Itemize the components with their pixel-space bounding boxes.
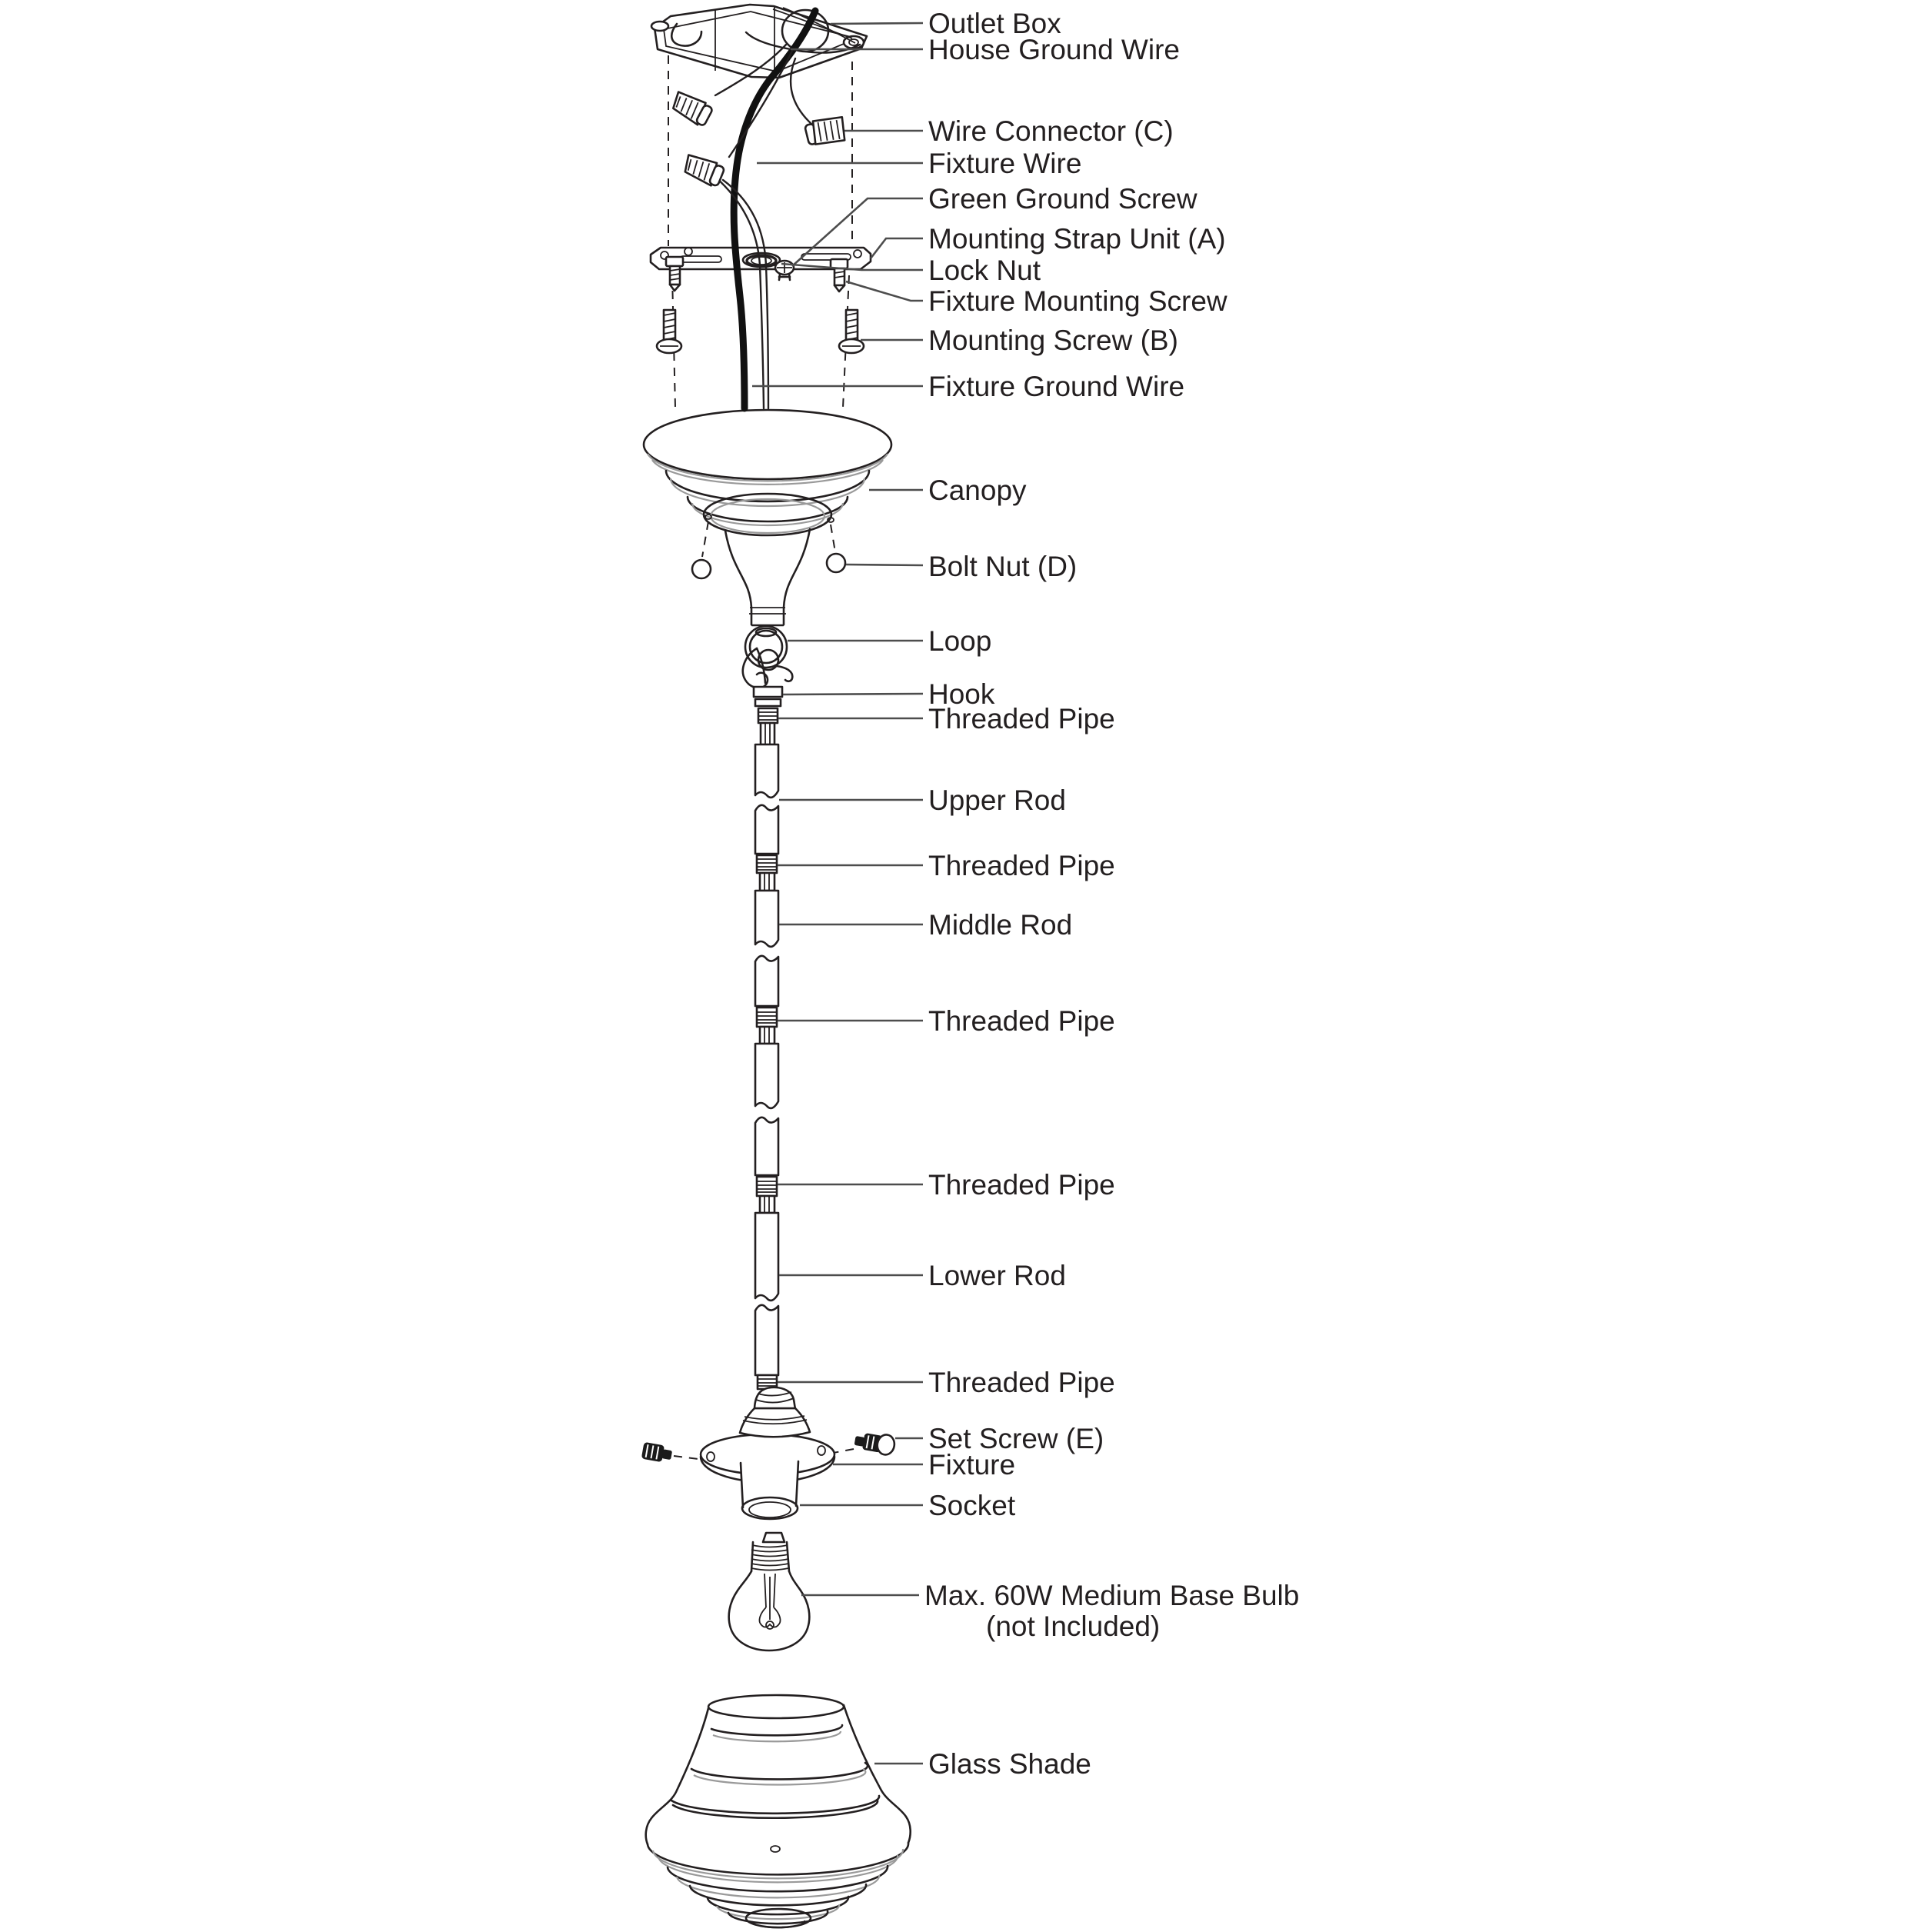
- wire-connector-b: [681, 152, 726, 188]
- rod-segment: [755, 1044, 778, 1175]
- leader-outlet-box: [831, 23, 923, 24]
- label-set-screw-e: Set Screw (E): [928, 1423, 1104, 1454]
- label-glass-shade: Glass Shade: [928, 1748, 1091, 1780]
- threaded-pipe-3: [757, 1008, 777, 1044]
- label-loop: Loop: [928, 625, 992, 657]
- label-mounting-strap-unit-a: Mounting Strap Unit (A): [928, 223, 1226, 255]
- shade-thumb-hole: [771, 1846, 780, 1852]
- leader-hook: [783, 694, 923, 695]
- set-screw-left: [641, 1442, 672, 1463]
- bulb-filament: [759, 1574, 780, 1629]
- label-fixture-wire: Fixture Wire: [928, 148, 1082, 179]
- leader-fixture-mounting-screw: [846, 281, 923, 301]
- bulb-tip: [763, 1533, 784, 1542]
- canopy: [644, 410, 891, 625]
- label-middle-rod: Middle Rod: [928, 909, 1073, 941]
- label-not-included: (not Included): [986, 1611, 1161, 1642]
- mounting-screw-b-right: [839, 310, 864, 353]
- label-outlet-box: Outlet Box: [928, 8, 1061, 39]
- upper-rod: [755, 744, 778, 854]
- label-wire-connector-c: Wire Connector (C): [928, 115, 1174, 147]
- lower-rod: [755, 1213, 778, 1375]
- fixture: [701, 1387, 834, 1519]
- label-fixture-mounting-screw: Fixture Mounting Screw: [928, 285, 1227, 317]
- label-threaded-pipe-5: Threaded Pipe: [928, 1367, 1115, 1398]
- fixture-mounting-screw-right: [831, 259, 848, 291]
- label-threaded-pipe-1: Threaded Pipe: [928, 703, 1115, 734]
- middle-rod: [755, 891, 778, 1006]
- label-fixture: Fixture: [928, 1449, 1016, 1481]
- glass-shade: [646, 1695, 911, 1928]
- fixture-mounting-screw-left: [666, 257, 683, 291]
- bolt-nut-right: [827, 554, 845, 572]
- label-max-bulb: Max. 60W Medium Base Bulb: [924, 1580, 1300, 1611]
- wire-connector-c: [804, 114, 848, 148]
- label-canopy: Canopy: [928, 475, 1027, 506]
- loop: [745, 626, 792, 681]
- mounting-screw-b-left: [657, 310, 681, 353]
- label-threaded-pipe-2: Threaded Pipe: [928, 850, 1115, 881]
- fixture-knob: [754, 1387, 795, 1408]
- leader-mounting-strap-unit: [871, 238, 923, 258]
- light-bulb: [729, 1533, 810, 1651]
- threaded-pipe-1: [758, 708, 778, 744]
- label-threaded-pipe-3: Threaded Pipe: [928, 1005, 1115, 1037]
- outlet-box-screw-tab-left: [651, 22, 668, 31]
- labels: [924, 8, 1299, 1780]
- wire-connector-a: [669, 89, 714, 128]
- bolt-nut-left: [692, 560, 711, 578]
- label-upper-rod: Upper Rod: [928, 784, 1066, 816]
- label-lower-rod: Lower Rod: [928, 1260, 1066, 1291]
- label-fixture-ground-wire: Fixture Ground Wire: [928, 371, 1185, 402]
- label-threaded-pipe-4: Threaded Pipe: [928, 1169, 1115, 1201]
- set-screw-right: [854, 1430, 896, 1456]
- label-lock-nut: Lock Nut: [928, 255, 1041, 286]
- threaded-pipe-2: [757, 855, 777, 891]
- label-hook: Hook: [928, 678, 995, 710]
- label-mounting-screw-b: Mounting Screw (B): [928, 325, 1178, 356]
- label-green-ground-screw: Green Ground Screw: [928, 183, 1198, 215]
- socket: [741, 1461, 798, 1519]
- threaded-pipe-4: [757, 1177, 777, 1213]
- label-socket: Socket: [928, 1490, 1016, 1521]
- bulb-glass: [729, 1571, 810, 1651]
- hook-collar: [754, 687, 782, 697]
- label-bolt-nut-d: Bolt Nut (D): [928, 551, 1078, 582]
- label-house-ground-wire: House Ground Wire: [928, 34, 1180, 65]
